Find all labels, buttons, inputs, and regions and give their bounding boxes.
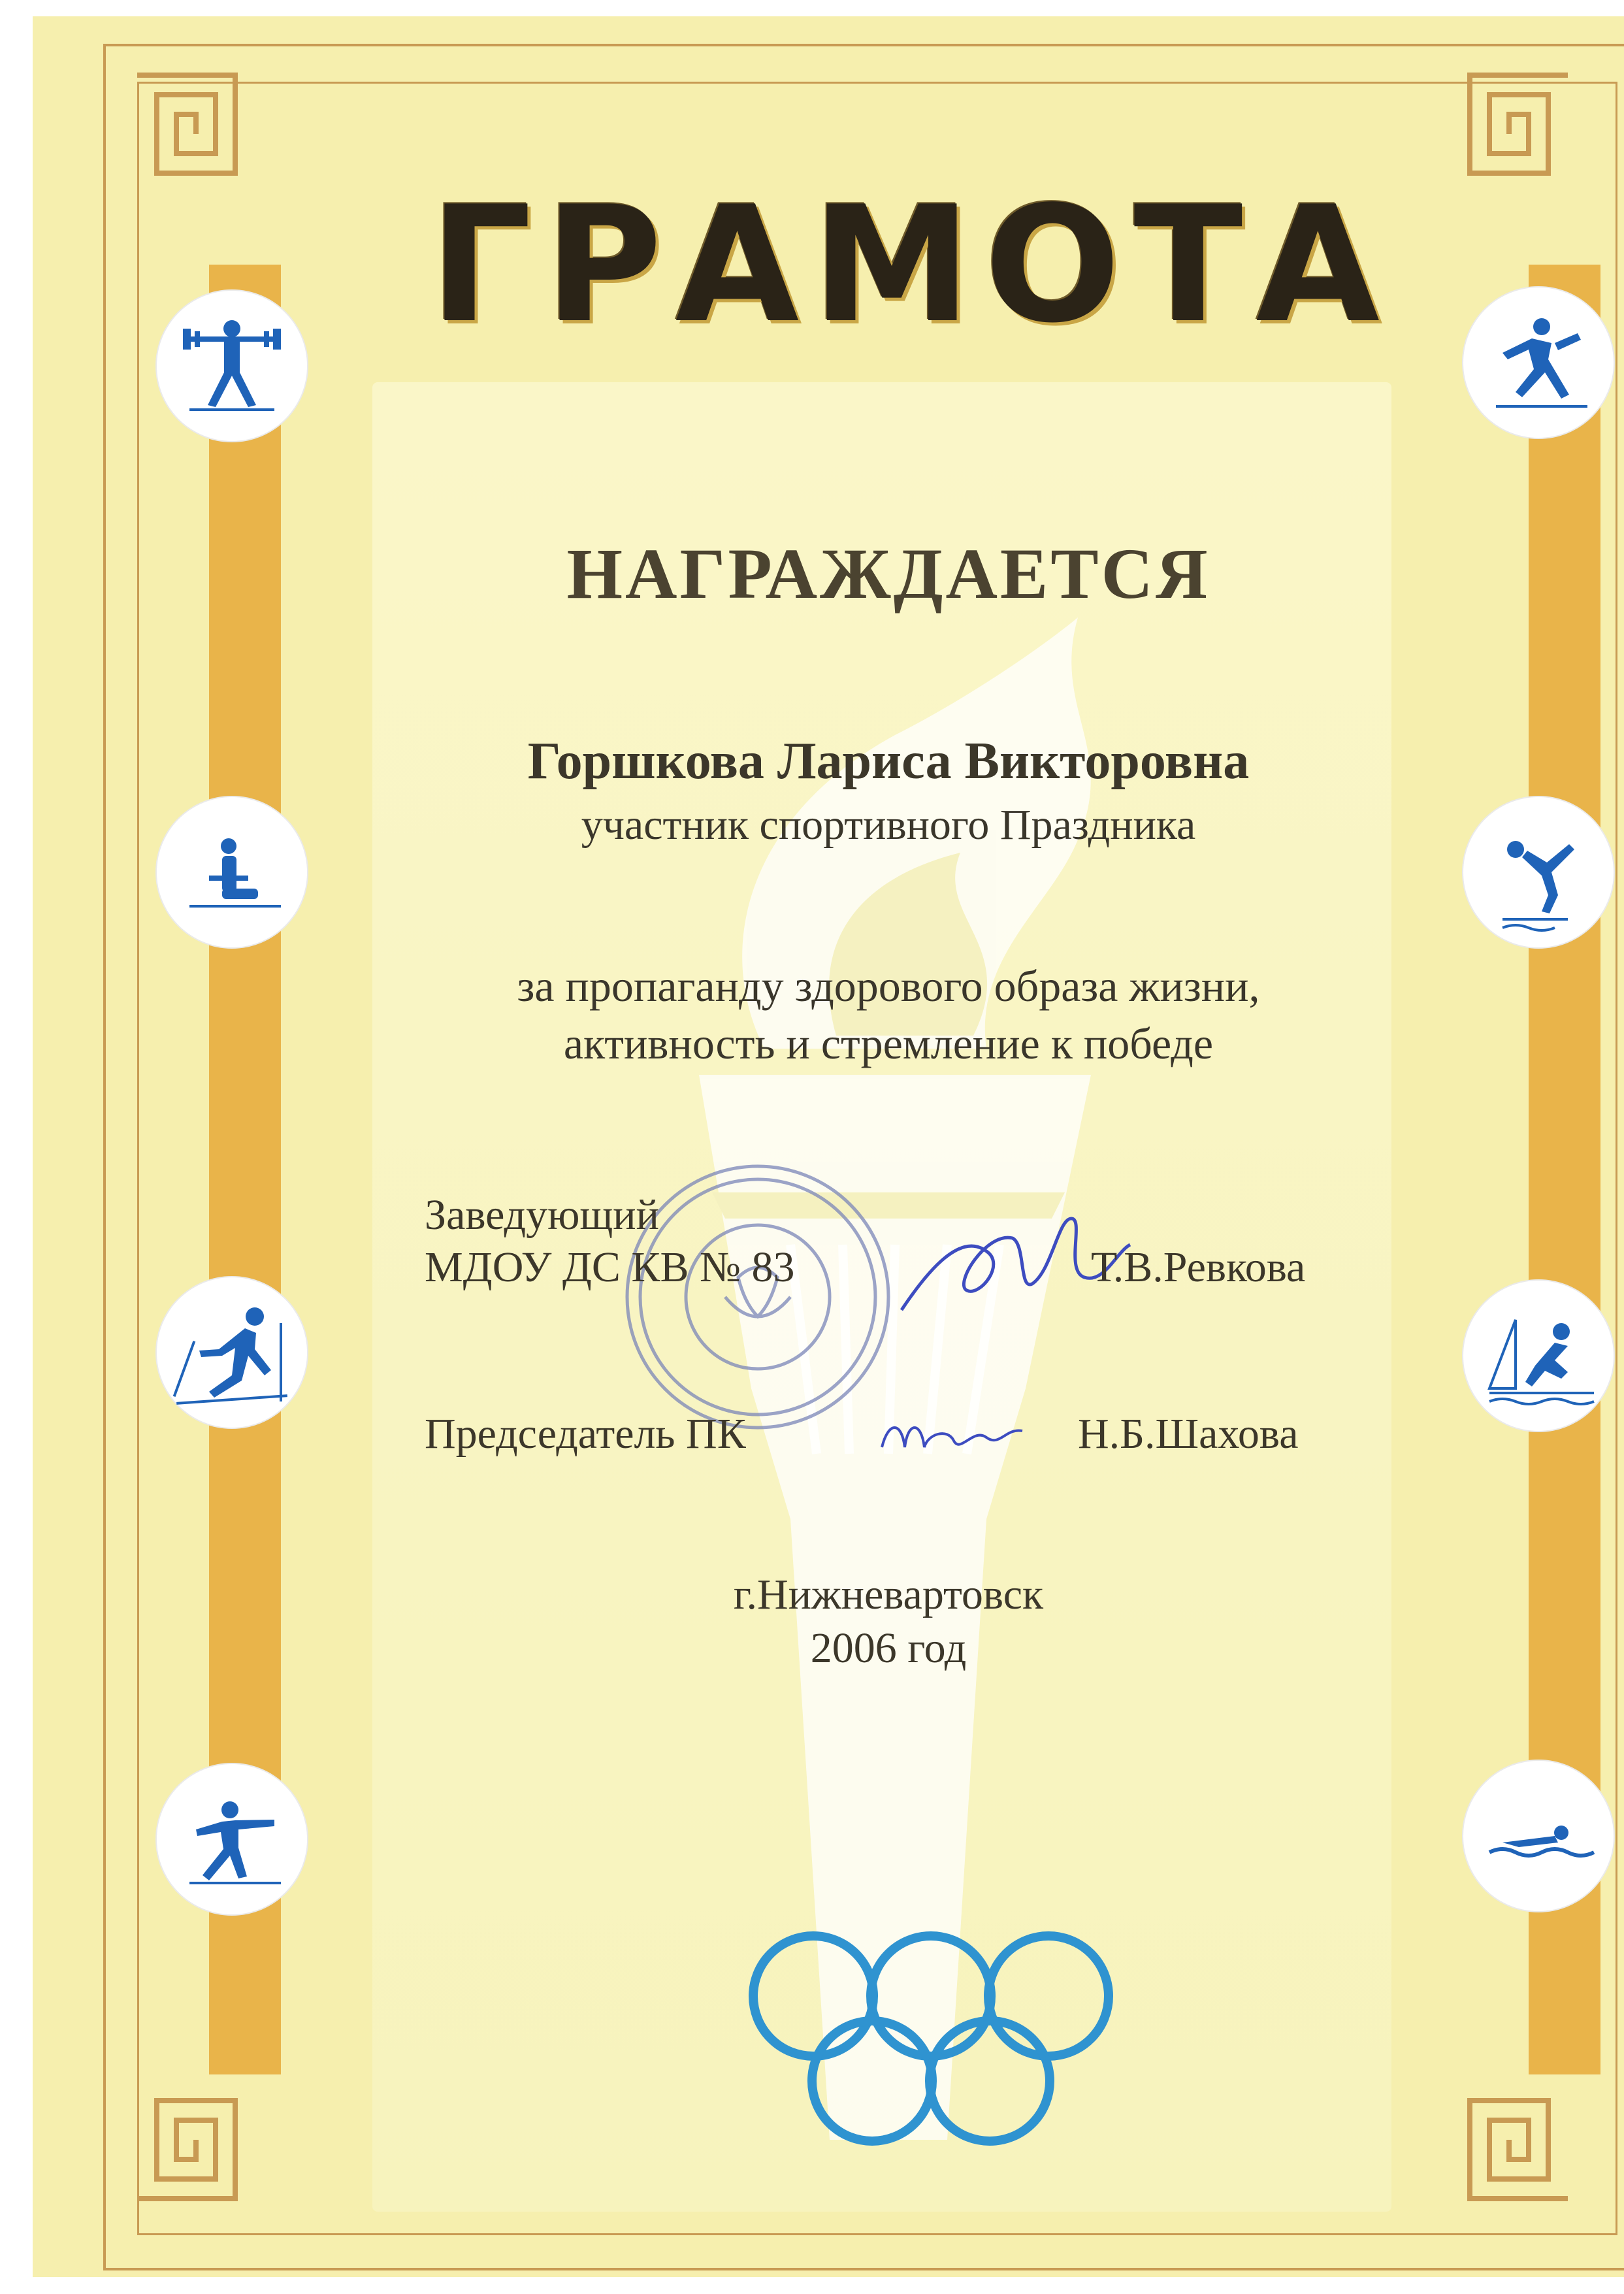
diving-icon (1463, 797, 1614, 947)
certificate-paper (33, 16, 1624, 2277)
first-signatory-position (425, 1189, 794, 1294)
corner-ornament-top-right-icon (1463, 69, 1574, 180)
second-signatory-position: Председатель ПК (425, 1410, 746, 1458)
running-icon (1463, 287, 1614, 438)
first-position-line-1: Заведующий (425, 1191, 659, 1239)
olympic-rings-icon (741, 1924, 1120, 2159)
recipient-role: участник спортивного Праздника (581, 801, 1196, 849)
corner-ornament-bottom-right-icon (1463, 2094, 1574, 2205)
first-position-line-2: МДОУ ДС КВ № 83 (425, 1243, 795, 1291)
skiing-icon (157, 1277, 307, 1428)
corner-ornament-top-left-icon (131, 69, 242, 180)
skating-icon (157, 1764, 307, 1914)
swimming-icon (1463, 1761, 1614, 1911)
award-reason-line-1: за пропаганду здорового образа жизни, (517, 961, 1260, 1011)
award-reason (379, 957, 1398, 1072)
place-and-year (379, 1568, 1398, 1675)
recipient-name: Горшкова Лариса Викторовна (527, 732, 1250, 790)
first-signatory-name: Т.В.Ревкова (1091, 1243, 1306, 1291)
corner-ornament-bottom-left-icon (131, 2094, 242, 2205)
weightlifting-icon (157, 291, 307, 441)
second-signatory-name: Н.Б.Шахова (1078, 1410, 1299, 1458)
certificate-title: ГРАМОТА (429, 171, 1393, 358)
award-reason-line-2: активность и стремление к победе (563, 1019, 1214, 1068)
city-name: г.Нижневартовск (733, 1571, 1044, 1618)
signature-shakhova-icon (875, 1401, 1026, 1473)
awarded-heading: НАГРАЖДАЕТСЯ (566, 534, 1210, 614)
sailing-icon (1463, 1281, 1614, 1431)
rowing-icon (157, 797, 307, 947)
year: 2006 год (810, 1624, 967, 1672)
